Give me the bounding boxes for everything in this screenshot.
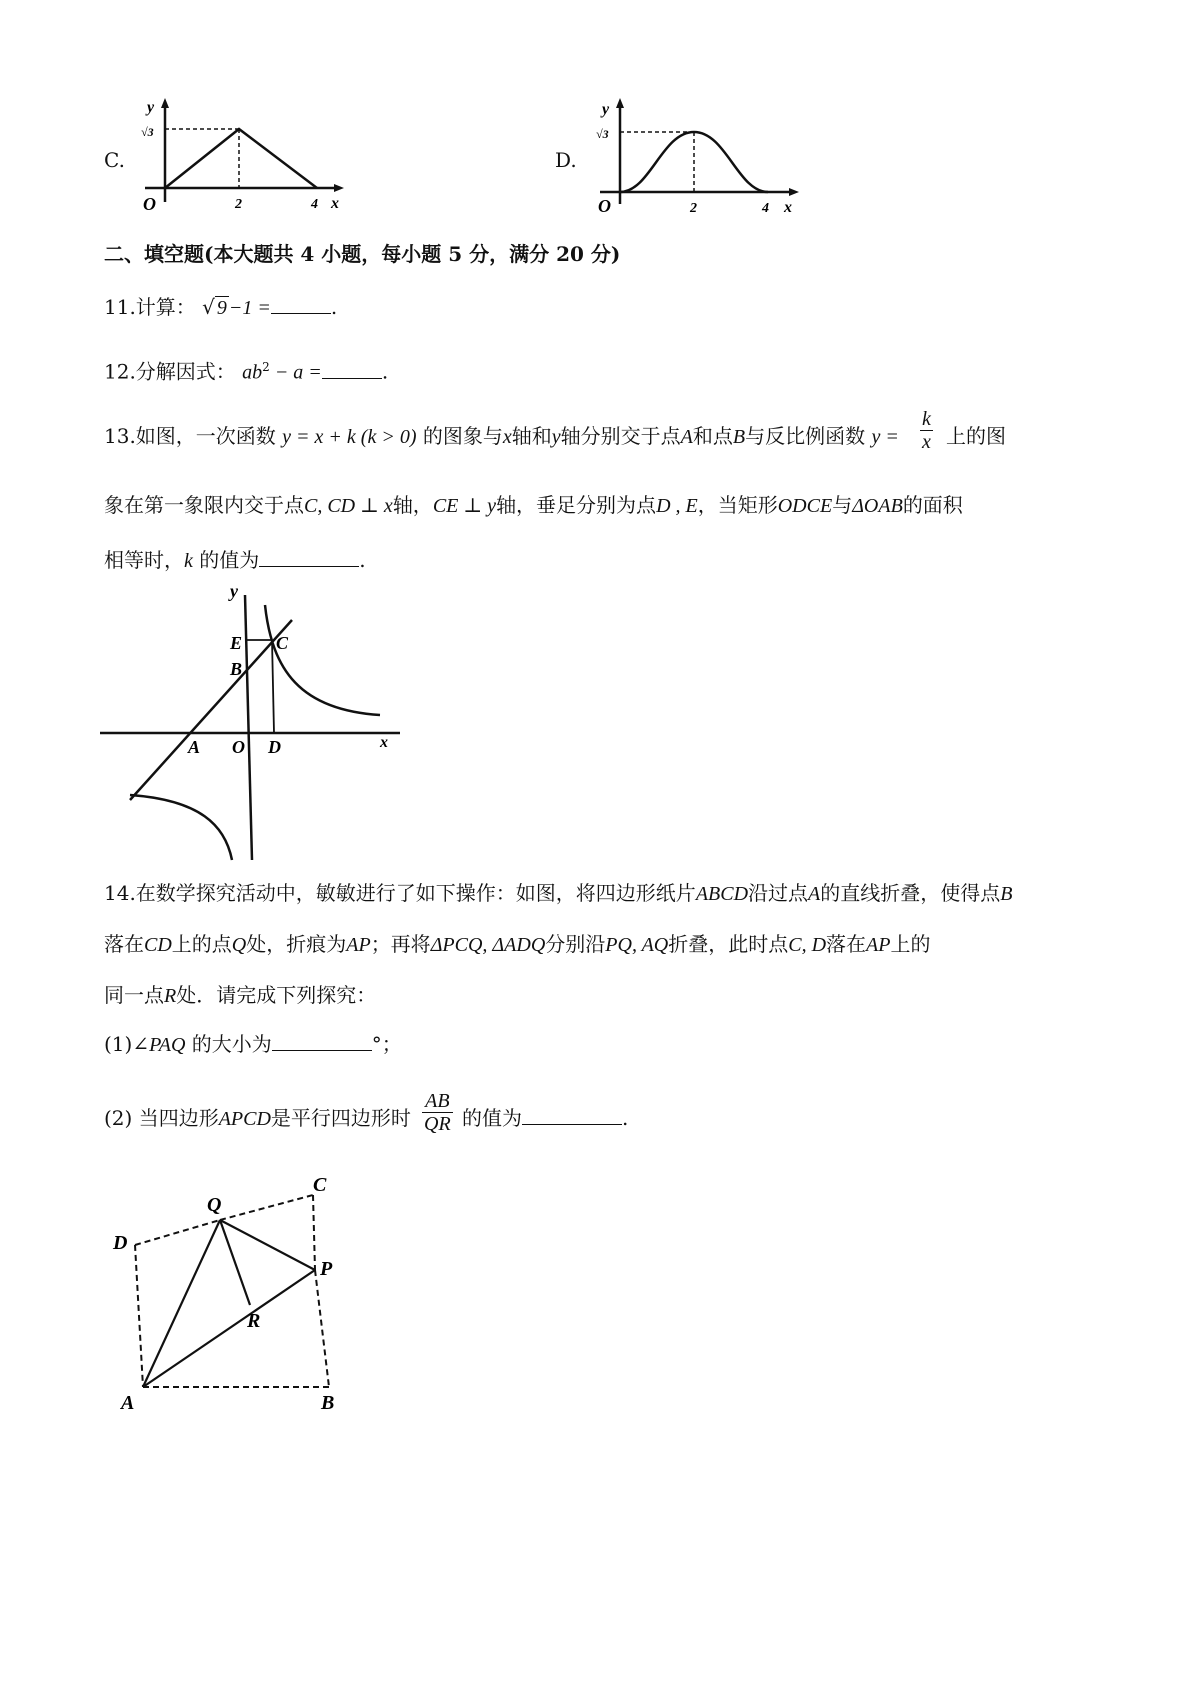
q14-var: B (1000, 883, 1013, 905)
q14-p2-var: APCD (218, 1108, 271, 1130)
q14-fig-B: B (321, 1392, 335, 1414)
q13-line-1-end: 上的图 (946, 424, 1006, 448)
q14-p1-end: °； (371, 1032, 402, 1056)
option-c-label[interactable]: C. (104, 148, 125, 172)
q13-text: 的值为 (199, 548, 260, 572)
d-origin-label: O (598, 196, 611, 216)
q12-prefix: 12.分解因式： (104, 359, 236, 384)
q14-text: 14.在数学探究活动中，敏敏进行了如下操作：如图，将四边形纸片 (104, 881, 696, 905)
q14-frac-num: AB (422, 1090, 453, 1113)
q13-text: 与反比例函数 (745, 424, 866, 448)
q12-answer-blank[interactable] (322, 358, 382, 379)
q14-line-2 (104, 930, 930, 959)
q14-var: AP (866, 934, 891, 956)
q14-p2-text: 是平行四边形时 (270, 1106, 411, 1130)
c-origin-label: O (143, 194, 156, 214)
q13-var: , CD ⊥ x (317, 495, 393, 517)
q14-fig-Q: Q (207, 1194, 222, 1216)
q14-p2-end: . (622, 1106, 629, 1130)
q13-figure (100, 575, 400, 865)
q13-text: ，当矩形 (697, 493, 778, 517)
q14-var: AP (346, 934, 371, 956)
q13-text: 与 (832, 493, 853, 517)
q14-text: 分别沿 (545, 932, 606, 956)
d-x-label: x (784, 199, 792, 216)
q13-text: 轴分别交于点 (560, 424, 681, 448)
sqrt-symbol: √ (202, 295, 215, 319)
q14-text: 同一点 (104, 983, 164, 1007)
q13-text: 的图象与 (422, 424, 503, 448)
q11-rest: −1 = (228, 297, 271, 319)
q13-var: CE ⊥ y (432, 495, 497, 517)
q14-text: 落在 (104, 932, 144, 956)
q11-radicand: 9 (216, 297, 227, 319)
d-tick-4: 4 (762, 201, 769, 216)
q14-text: 上的 (890, 932, 931, 956)
q14-var: R (164, 985, 177, 1007)
q13-fig-y: y (230, 581, 238, 601)
q14-p1-angle: ∠PAQ (132, 1034, 186, 1056)
q13-text: 轴，垂足分别为点 (496, 493, 657, 517)
q13-var: C (304, 495, 318, 517)
q13-end: . (359, 548, 366, 572)
c-tick-2: 2 (235, 197, 242, 212)
q12-end: . (381, 359, 389, 384)
q11-end: . (330, 295, 338, 319)
q13-text: 的面积 (902, 493, 963, 517)
q14-var: A (808, 883, 821, 905)
q14-var: CD (144, 934, 172, 956)
q14-text: 沿过点 (748, 881, 809, 905)
q13-fig-A: A (188, 737, 201, 757)
q12-sup: 2 (262, 360, 270, 374)
q14-text: 落在 (826, 932, 867, 956)
q13-fraction (920, 408, 933, 453)
q14-var: Q (231, 934, 247, 956)
c-y-label: y (147, 99, 155, 116)
q14-p1-num: (1) (104, 1032, 133, 1056)
q14-part-2 (104, 1104, 411, 1133)
q14-text: 折叠，此时点 (668, 932, 789, 956)
q13-text: 相等时， (104, 548, 184, 572)
q14-var: ΔPCQ, ΔADQ (430, 934, 546, 956)
q11-answer-blank[interactable] (271, 293, 331, 314)
q13-frac-num: k (922, 408, 931, 430)
option-d-graph (590, 92, 805, 217)
q13-var: x (502, 426, 512, 448)
q13-var: ΔOAB (852, 495, 903, 517)
q14-p2-text: 当四边形 (138, 1106, 219, 1130)
q14-p2-text: 的值为 (462, 1106, 522, 1130)
q13-fig-O: O (232, 737, 245, 757)
q12-expr-b: − a = (269, 361, 322, 384)
q13-var: A (680, 426, 693, 448)
q14-var: C, D (788, 934, 827, 956)
q13-text: 轴和 (511, 424, 552, 448)
option-d-label[interactable]: D. (555, 148, 577, 172)
q14-part-2-end (462, 1104, 628, 1132)
q14-var: ABCD (695, 883, 749, 905)
c-peak-label: √3 (141, 125, 154, 139)
q14-fig-R: R (247, 1310, 261, 1332)
q11-prefix: 11.计算： (104, 295, 196, 319)
q13-fig-E: E (230, 633, 243, 653)
q13-var: B (732, 426, 746, 448)
q13-text: 轴， (392, 493, 433, 517)
q14-text: 的直线折叠，使得点 (820, 881, 1001, 905)
q14-line-1 (104, 879, 1012, 908)
q13-equation-2: y = (871, 426, 899, 448)
q14-figure (105, 1165, 375, 1415)
q13-equation: y = x + k (k > 0) (282, 426, 417, 448)
q13-line-2 (104, 491, 963, 520)
d-peak-label: √3 (596, 127, 609, 141)
q13-text: 和点 (692, 424, 733, 448)
q14-text: ；再将 (370, 932, 431, 956)
q14-fig-D: D (113, 1232, 128, 1254)
q13-fig-D: D (268, 737, 281, 757)
q14-text: 处．请完成下列探究： (176, 983, 377, 1007)
q14-text: 处，折痕为 (246, 932, 347, 956)
q12-expr-a: ab (242, 361, 263, 384)
q13-line-3 (104, 546, 366, 575)
option-c-graph (135, 92, 350, 217)
q14-p2-fraction (422, 1090, 453, 1135)
c-tick-4: 4 (311, 197, 318, 212)
q14-p1-text: 的大小为 (191, 1032, 272, 1056)
q14-fig-P: P (320, 1258, 333, 1280)
c-x-label: x (331, 195, 339, 212)
q13-answer-blank[interactable] (259, 546, 359, 567)
q14-fig-A: A (121, 1392, 135, 1414)
q14-p2-answer-blank[interactable] (522, 1104, 622, 1125)
q14-frac-den: QR (424, 1113, 451, 1135)
q13-text: 象在第一象限内交于点 (104, 493, 304, 517)
d-y-label: y (602, 101, 610, 118)
q13-var: ODCE (777, 495, 833, 517)
q13-line-1 (104, 422, 899, 451)
q14-p2-num: (2) (104, 1106, 133, 1130)
q13-fig-B: B (230, 659, 243, 679)
section-heading: 二、填空题(本大题共 4 小题，每小题 5 分，满分 20 分) (104, 242, 621, 266)
q13-text: 13.如图，一次函数 (104, 424, 276, 448)
q14-p1-answer-blank[interactable] (272, 1030, 372, 1051)
q14-line-3 (104, 981, 376, 1010)
q13-var: y (551, 426, 561, 448)
q14-part-1 (104, 1030, 402, 1059)
question-11 (104, 293, 337, 322)
q13-var: D , E (656, 495, 698, 517)
q13-fig-x: x (380, 734, 388, 751)
question-12 (104, 353, 388, 387)
q13-var: k (184, 550, 193, 572)
q13-fig-C: C (276, 633, 289, 653)
q14-text: 上的点 (171, 932, 232, 956)
d-tick-2: 2 (690, 201, 697, 216)
q13-frac-den: x (922, 431, 931, 453)
q14-var: PQ, AQ (605, 934, 669, 956)
q14-fig-C: C (313, 1174, 327, 1196)
